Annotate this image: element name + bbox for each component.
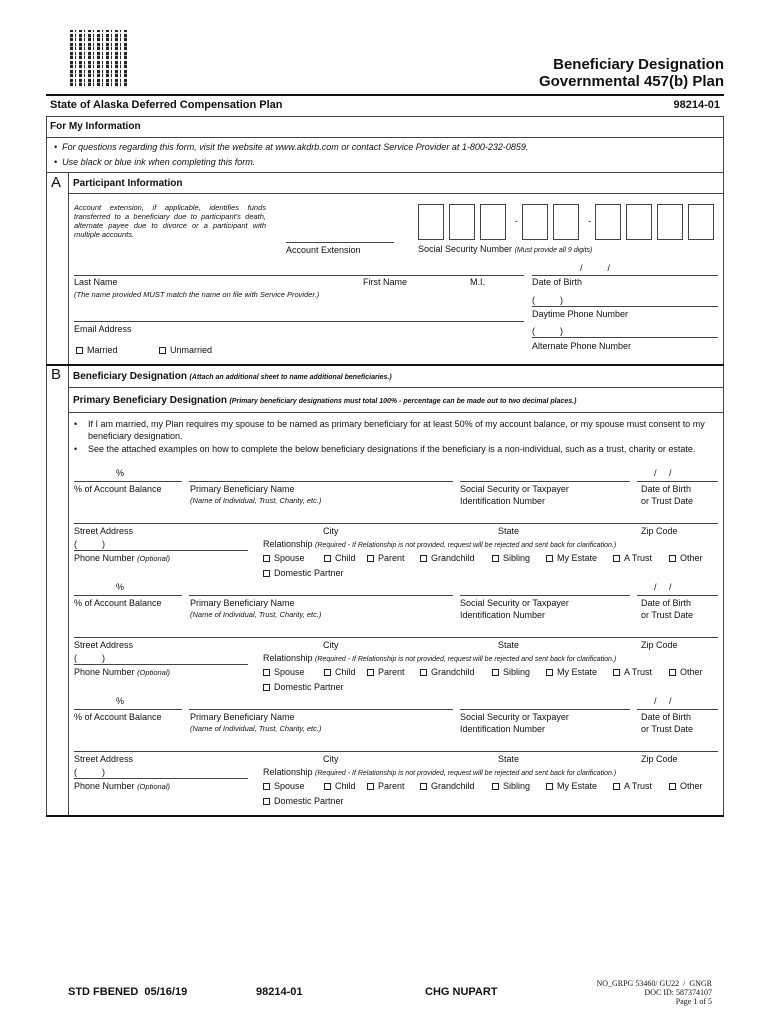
ben-2-rel-option-6[interactable] xyxy=(613,667,652,677)
ben-1-ssn-label-1: Social Security or Taxpayer xyxy=(460,484,569,494)
ben-3-ssn-label-2: Identification Number xyxy=(460,724,546,734)
primary-title-rule xyxy=(68,412,724,413)
ben-3-rel-checkbox-4[interactable] xyxy=(492,783,499,790)
section-a-title: Participant Information xyxy=(73,178,183,189)
info-bullet-2: • Use black or blue ink when completing this form. xyxy=(54,157,256,167)
section-b-title-text: Beneficiary Designation xyxy=(73,371,187,382)
ben-3-rel-option-label-1: Child xyxy=(335,781,356,791)
ben-1-rel-checkbox-5[interactable] xyxy=(546,555,553,562)
ben-2-phone-optional: (Optional) xyxy=(137,668,170,677)
ben-3-address-line[interactable] xyxy=(74,751,718,752)
ben-1-dob-label-2: or Trust Date xyxy=(641,496,694,506)
ben-3-rel-checkbox-6[interactable] xyxy=(613,783,620,790)
ben-1-relationship-note: (Required - If Relationship is not provided, request will be rejected and sent back for clarification.) xyxy=(315,542,617,549)
ben-1-rel-domestic-label: Domestic Partner xyxy=(274,568,344,578)
account-extension-note: Account extension, if applicable, identifies funds transferred to a beneficiary due to participant's death, alternate payee due to divorce or a participant with multiple accounts. xyxy=(74,203,266,239)
ben-1-date-slashes: / / xyxy=(654,468,672,478)
ben-3-phone-paren: ( ) xyxy=(74,767,105,777)
ben-2-rel-option-3[interactable] xyxy=(420,667,475,677)
ssn-dash-1: - xyxy=(515,216,518,226)
ben-2-rel-option-label-1: Child xyxy=(335,667,356,677)
ben-1-rel-option-5[interactable] xyxy=(546,553,597,563)
section-a-rule xyxy=(46,172,724,173)
dob-label: Date of Birth xyxy=(532,277,583,287)
ben-3-dob-line[interactable] xyxy=(637,709,718,710)
dob-slashes: / / xyxy=(580,263,611,273)
ssn-digit-5[interactable] xyxy=(553,204,579,240)
ben-2-rel-option-label-0: Spouse xyxy=(274,667,305,677)
ben-3-rel-checkbox-3[interactable] xyxy=(420,783,427,790)
ben-3-relationship-text: Relationship xyxy=(263,767,313,777)
ben-3-rel-option-0[interactable] xyxy=(263,781,305,791)
married-option[interactable] xyxy=(76,345,118,355)
ben-2-rel-option-7[interactable] xyxy=(669,667,703,677)
ben-1-rel-option-7[interactable] xyxy=(669,553,703,563)
primary-title-text: Primary Beneficiary Designation xyxy=(73,395,227,406)
ben-2-street-label: Street Address xyxy=(74,640,134,650)
ben-1-street-label: Street Address xyxy=(74,526,134,536)
section-a-letter: A xyxy=(51,174,62,191)
info-bullet-1-text: For questions regarding this form, visit the website at www.akdrb.com or contact Service Provider at 1-800-232-0859. xyxy=(62,142,529,152)
ben-3-relationship-label xyxy=(263,767,616,777)
married-checkbox[interactable] xyxy=(76,347,83,354)
ben-3-rel-domestic-checkbox[interactable] xyxy=(263,798,270,805)
ssn-digit-4[interactable] xyxy=(522,204,548,240)
email-label: Email Address xyxy=(74,324,132,334)
ben-1-rel-option-1[interactable] xyxy=(324,553,356,563)
section-b-rule xyxy=(46,364,724,366)
dob-line[interactable] xyxy=(532,275,718,276)
ben-3-rel-checkbox-5[interactable] xyxy=(546,783,553,790)
mi-label: M.I. xyxy=(470,277,485,287)
ssn-digit-8[interactable] xyxy=(657,204,683,240)
plan-name: State of Alaska Deferred Compensation Plan xyxy=(50,99,283,111)
ben-1-ssn-label-2: Identification Number xyxy=(460,496,546,506)
ben-1-relationship-text: Relationship xyxy=(263,539,313,549)
plan-bar-top-rule xyxy=(46,94,724,96)
ben-3-name-line[interactable] xyxy=(189,709,453,710)
ben-3-rel-checkbox-1[interactable] xyxy=(324,783,331,790)
form-title-line1: Beneficiary Designation xyxy=(553,56,724,73)
ben-3-rel-checkbox-0[interactable] xyxy=(263,783,270,790)
ben-3-ssn-label-1: Social Security or Taxpayer xyxy=(460,712,569,722)
ben-1-address-line[interactable] xyxy=(74,523,718,524)
ben-1-city-label: City xyxy=(323,526,339,536)
unmarried-checkbox[interactable] xyxy=(159,347,166,354)
form-title xyxy=(539,56,724,90)
ben-2-rel-checkbox-3[interactable] xyxy=(420,669,427,676)
ben-1-zip-label: Zip Code xyxy=(641,526,678,536)
ben-3-phone-label xyxy=(74,781,170,791)
ben-1-rel-checkbox-1[interactable] xyxy=(324,555,331,562)
daytime-phone-paren: ( ) xyxy=(532,295,563,305)
ben-3-phone-label-text: Phone Number xyxy=(74,781,135,791)
footer-ref-1: NO_GRPG 53460/ GU22 / GNGR xyxy=(596,979,712,988)
ssn-digit-6[interactable] xyxy=(595,204,621,240)
unmarried-option[interactable] xyxy=(159,345,212,355)
ben-2-state-label: State xyxy=(498,640,520,650)
ben-2-rel-option-label-2: Parent xyxy=(378,667,405,677)
daytime-phone-label: Daytime Phone Number xyxy=(532,309,629,319)
ben-2-city-label: City xyxy=(323,640,339,650)
ben-1-state-label: State xyxy=(498,526,520,536)
ben-1-rel-option-label-1: Child xyxy=(335,553,356,563)
ben-3-rel-option-6[interactable] xyxy=(613,781,652,791)
ben-2-dob-label-2: or Trust Date xyxy=(641,610,694,620)
ben-2-address-line[interactable] xyxy=(74,637,718,638)
ben-3-phone-optional: (Optional) xyxy=(137,782,170,791)
ben-3-percent-label: % of Account Balance xyxy=(74,712,162,722)
ben-2-percent-line[interactable] xyxy=(74,595,182,596)
primary-bullet-1 xyxy=(74,418,720,442)
footer-form-id: STD FBENED 05/16/19 xyxy=(68,986,188,998)
ben-3-phone-line[interactable] xyxy=(74,778,248,779)
ssn-dash-2: - xyxy=(588,216,591,226)
frame-inner-left xyxy=(68,172,69,816)
ben-2-rel-checkbox-7[interactable] xyxy=(669,669,676,676)
ben-1-percent-line[interactable] xyxy=(74,481,182,482)
unmarried-label: Unmarried xyxy=(170,345,213,355)
ben-3-state-label: State xyxy=(498,754,520,764)
ben-3-date-slashes: / / xyxy=(654,696,672,706)
ben-3-rel-checkbox-7[interactable] xyxy=(669,783,676,790)
ben-2-rel-option-label-6: A Trust xyxy=(624,667,653,677)
ben-1-rel-option-label-5: My Estate xyxy=(557,553,598,563)
ben-3-rel-option-label-4: Sibling xyxy=(503,781,531,791)
ben-1-rel-option-label-6: A Trust xyxy=(624,553,653,563)
alt-phone-line[interactable] xyxy=(532,337,718,338)
ssn-digit-1[interactable] xyxy=(418,204,444,240)
ben-3-percent-line[interactable] xyxy=(74,709,182,710)
ben-1-rel-checkbox-3[interactable] xyxy=(420,555,427,562)
section-b-letter: B xyxy=(51,366,62,383)
ben-3-rel-option-label-3: Grandchild xyxy=(431,781,475,791)
primary-bullet-2-text: See the attached examples on how to complete the below beneficiary designations if the beneficiary is a non-individual, such as a trust, charity or estate. xyxy=(88,444,696,454)
ben-2-percent-sign: % xyxy=(116,582,125,592)
ben-2-dob-line[interactable] xyxy=(637,595,718,596)
ssn-digit-2[interactable] xyxy=(449,204,475,240)
daytime-phone-line[interactable] xyxy=(532,306,718,307)
ben-1-rel-option-label-3: Grandchild xyxy=(431,553,475,563)
ben-2-rel-option-label-7: Other xyxy=(680,667,703,677)
ben-2-rel-checkbox-0[interactable] xyxy=(263,669,270,676)
alt-phone-label: Alternate Phone Number xyxy=(532,341,632,351)
ben-1-rel-checkbox-4[interactable] xyxy=(492,555,499,562)
ben-2-phone-paren: ( ) xyxy=(74,653,105,663)
ben-2-dob-label-1: Date of Birth xyxy=(641,598,692,608)
ben-2-rel-checkbox-4[interactable] xyxy=(492,669,499,676)
ben-2-phone-label-text: Phone Number xyxy=(74,667,135,677)
ben-3-rel-option-label-7: Other xyxy=(680,781,703,791)
ben-1-name-label: Primary Beneficiary Name xyxy=(190,484,295,494)
ssn-digit-9[interactable] xyxy=(688,204,714,240)
footer-reference xyxy=(596,979,712,1006)
qr-code-icon xyxy=(70,30,128,88)
ben-3-rel-option-4[interactable] xyxy=(492,781,530,791)
ben-2-date-slashes: / / xyxy=(654,582,672,592)
name-note: (The name provided MUST match the name on file with Service Provider.) xyxy=(74,290,320,299)
footer-plan-number: 98214-01 xyxy=(256,986,303,998)
ben-3-rel-option-label-5: My Estate xyxy=(557,781,598,791)
ssn-note: (Must provide all 9 digits) xyxy=(514,247,593,254)
ben-1-rel-option-label-7: Other xyxy=(680,553,703,563)
primary-bullet-2 xyxy=(74,443,720,455)
ben-1-phone-label xyxy=(74,553,170,563)
frame-right xyxy=(723,116,724,816)
ben-2-phone-line[interactable] xyxy=(74,664,248,665)
ben-1-rel-domestic-checkbox[interactable] xyxy=(263,570,270,577)
ben-3-zip-label: Zip Code xyxy=(641,754,678,764)
ben-2-phone-label xyxy=(74,667,170,677)
plan-bar-rule xyxy=(46,116,724,117)
ben-2-rel-domestic-checkbox[interactable] xyxy=(263,684,270,691)
ben-3-rel-option-label-6: A Trust xyxy=(624,781,653,791)
ssn-digit-7[interactable] xyxy=(626,204,652,240)
footer-ref-2: DOC ID: 587374107 xyxy=(644,988,712,997)
ben-2-rel-checkbox-5[interactable] xyxy=(546,669,553,676)
ben-1-ssn-line[interactable] xyxy=(460,481,630,482)
ben-1-phone-label-text: Phone Number xyxy=(74,553,135,563)
ben-1-rel-option-label-4: Sibling xyxy=(503,553,531,563)
ben-1-rel-option-label-0: Spouse xyxy=(274,553,305,563)
ben-1-phone-line[interactable] xyxy=(74,550,248,551)
section-b-title-rule xyxy=(68,387,724,388)
form-title-line2: Governmental 457(b) Plan xyxy=(538,73,724,90)
ben-1-percent-label: % of Account Balance xyxy=(74,484,162,494)
ben-2-relationship-text: Relationship xyxy=(263,653,313,663)
ben-3-rel-domestic[interactable] xyxy=(263,796,344,806)
ben-3-rel-option-2[interactable] xyxy=(367,781,405,791)
ben-2-name-note: (Name of Individual, Trust, Charity, etc.) xyxy=(190,610,322,619)
info-heading: For My Information xyxy=(50,121,141,132)
ben-1-rel-domestic[interactable] xyxy=(263,568,344,578)
ben-2-name-label: Primary Beneficiary Name xyxy=(190,598,295,608)
ben-2-ssn-label-1: Social Security or Taxpayer xyxy=(460,598,569,608)
ben-3-street-label: Street Address xyxy=(74,754,134,764)
section-b-title-note: (Attach an additional sheet to name additional beneficiaries.) xyxy=(189,374,392,381)
first-name-label: First Name xyxy=(363,277,408,287)
married-label: Married xyxy=(87,345,118,355)
info-rule xyxy=(46,137,724,138)
ben-1-rel-option-4[interactable] xyxy=(492,553,530,563)
ben-1-percent-sign: % xyxy=(116,468,125,478)
ben-2-rel-option-label-5: My Estate xyxy=(557,667,598,677)
ben-2-relationship-note: (Required - If Relationship is not provided, request will be rejected and sent back for clarification.) xyxy=(315,656,617,663)
bullet-dot: • xyxy=(74,444,78,454)
ben-2-rel-option-1[interactable] xyxy=(324,667,356,677)
ben-2-rel-option-label-3: Grandchild xyxy=(431,667,475,677)
ben-1-phone-paren: ( ) xyxy=(74,539,105,549)
ben-2-ssn-label-2: Identification Number xyxy=(460,610,546,620)
ben-1-rel-checkbox-0[interactable] xyxy=(263,555,270,562)
ben-3-rel-option-3[interactable] xyxy=(420,781,475,791)
ben-1-rel-option-label-2: Parent xyxy=(378,553,405,563)
account-extension-line[interactable] xyxy=(286,242,394,243)
section-b-title xyxy=(73,371,392,382)
info-bullet-2-text: Use black or blue ink when completing this form. xyxy=(62,157,256,167)
ben-1-rel-checkbox-7[interactable] xyxy=(669,555,676,562)
ben-2-rel-option-2[interactable] xyxy=(367,667,405,677)
ben-3-percent-sign: % xyxy=(116,696,125,706)
bullet-dot: • xyxy=(74,419,78,429)
ben-3-rel-checkbox-2[interactable] xyxy=(367,783,374,790)
ben-1-rel-checkbox-6[interactable] xyxy=(613,555,620,562)
ben-1-rel-checkbox-2[interactable] xyxy=(367,555,374,562)
ben-1-rel-option-3[interactable] xyxy=(420,553,475,563)
ssn-digit-3[interactable] xyxy=(480,204,506,240)
ben-3-rel-option-1[interactable] xyxy=(324,781,356,791)
last-name-label: Last Name xyxy=(74,277,118,287)
ben-3-relationship-note: (Required - If Relationship is not provided, request will be rejected and sent back for clarification.) xyxy=(315,770,617,777)
ben-3-rel-domestic-label: Domestic Partner xyxy=(274,796,344,806)
primary-bullet-1-text: If I am married, my Plan requires my spouse to be named as primary beneficiary for at least 50% of my account balance, or my spouse must consent to my beneficiary designation. xyxy=(88,419,705,441)
ben-2-rel-option-4[interactable] xyxy=(492,667,530,677)
ben-1-rel-option-2[interactable] xyxy=(367,553,405,563)
ben-2-rel-option-0[interactable] xyxy=(263,667,305,677)
alt-phone-paren: ( ) xyxy=(532,326,563,336)
ben-2-relationship-label xyxy=(263,653,616,663)
ben-3-rel-option-7[interactable] xyxy=(669,781,703,791)
ben-1-name-note: (Name of Individual, Trust, Charity, etc.) xyxy=(190,496,322,505)
ben-2-rel-domestic-label: Domestic Partner xyxy=(274,682,344,692)
ben-1-dob-label-1: Date of Birth xyxy=(641,484,692,494)
info-bullet-1: • For questions regarding this form, visit the website at www.akdrb.com or contact Service Provider at 1-800-232-0859. xyxy=(54,142,529,152)
account-extension-label: Account Extension xyxy=(286,245,361,255)
ben-2-rel-checkbox-1[interactable] xyxy=(324,669,331,676)
ben-2-name-line[interactable] xyxy=(189,595,453,596)
ben-2-zip-label: Zip Code xyxy=(641,640,678,650)
name-line[interactable] xyxy=(74,275,524,276)
section-a-title-rule xyxy=(68,193,724,194)
ben-1-relationship-label xyxy=(263,539,616,549)
ben-2-rel-checkbox-6[interactable] xyxy=(613,669,620,676)
ben-2-rel-option-5[interactable] xyxy=(546,667,597,677)
ben-1-rel-option-0[interactable] xyxy=(263,553,305,563)
ssn-label-text: Social Security Number xyxy=(418,244,513,254)
frame-bottom xyxy=(46,815,724,817)
footer-ref-3: Page 1 of 5 xyxy=(675,997,712,1006)
ben-3-city-label: City xyxy=(323,754,339,764)
ben-3-name-note: (Name of Individual, Trust, Charity, etc.) xyxy=(190,724,322,733)
ben-3-rel-option-5[interactable] xyxy=(546,781,597,791)
ben-1-rel-option-6[interactable] xyxy=(613,553,652,563)
ben-1-name-line[interactable] xyxy=(189,481,453,482)
primary-title-note: (Primary beneficiary designations must total 100% - percentage can be made out to two decimal places.) xyxy=(229,398,577,405)
ssn-label xyxy=(418,244,592,254)
ben-3-ssn-line[interactable] xyxy=(460,709,630,710)
ben-1-dob-line[interactable] xyxy=(637,481,718,482)
email-line[interactable] xyxy=(74,321,524,322)
ben-2-ssn-line[interactable] xyxy=(460,595,630,596)
footer-code: CHG NUPART xyxy=(425,986,498,998)
ben-2-percent-label: % of Account Balance xyxy=(74,598,162,608)
ben-2-rel-checkbox-2[interactable] xyxy=(367,669,374,676)
ben-2-rel-option-label-4: Sibling xyxy=(503,667,531,677)
ben-3-rel-option-label-0: Spouse xyxy=(274,781,305,791)
ben-3-dob-label-1: Date of Birth xyxy=(641,712,692,722)
ben-3-dob-label-2: or Trust Date xyxy=(641,724,694,734)
plan-number: 98214-01 xyxy=(673,99,720,111)
ben-3-rel-option-label-2: Parent xyxy=(378,781,405,791)
ben-3-name-label: Primary Beneficiary Name xyxy=(190,712,295,722)
ben-2-rel-domestic[interactable] xyxy=(263,682,344,692)
ben-1-phone-optional: (Optional) xyxy=(137,554,170,563)
primary-title xyxy=(73,395,576,406)
frame-left xyxy=(46,116,47,816)
